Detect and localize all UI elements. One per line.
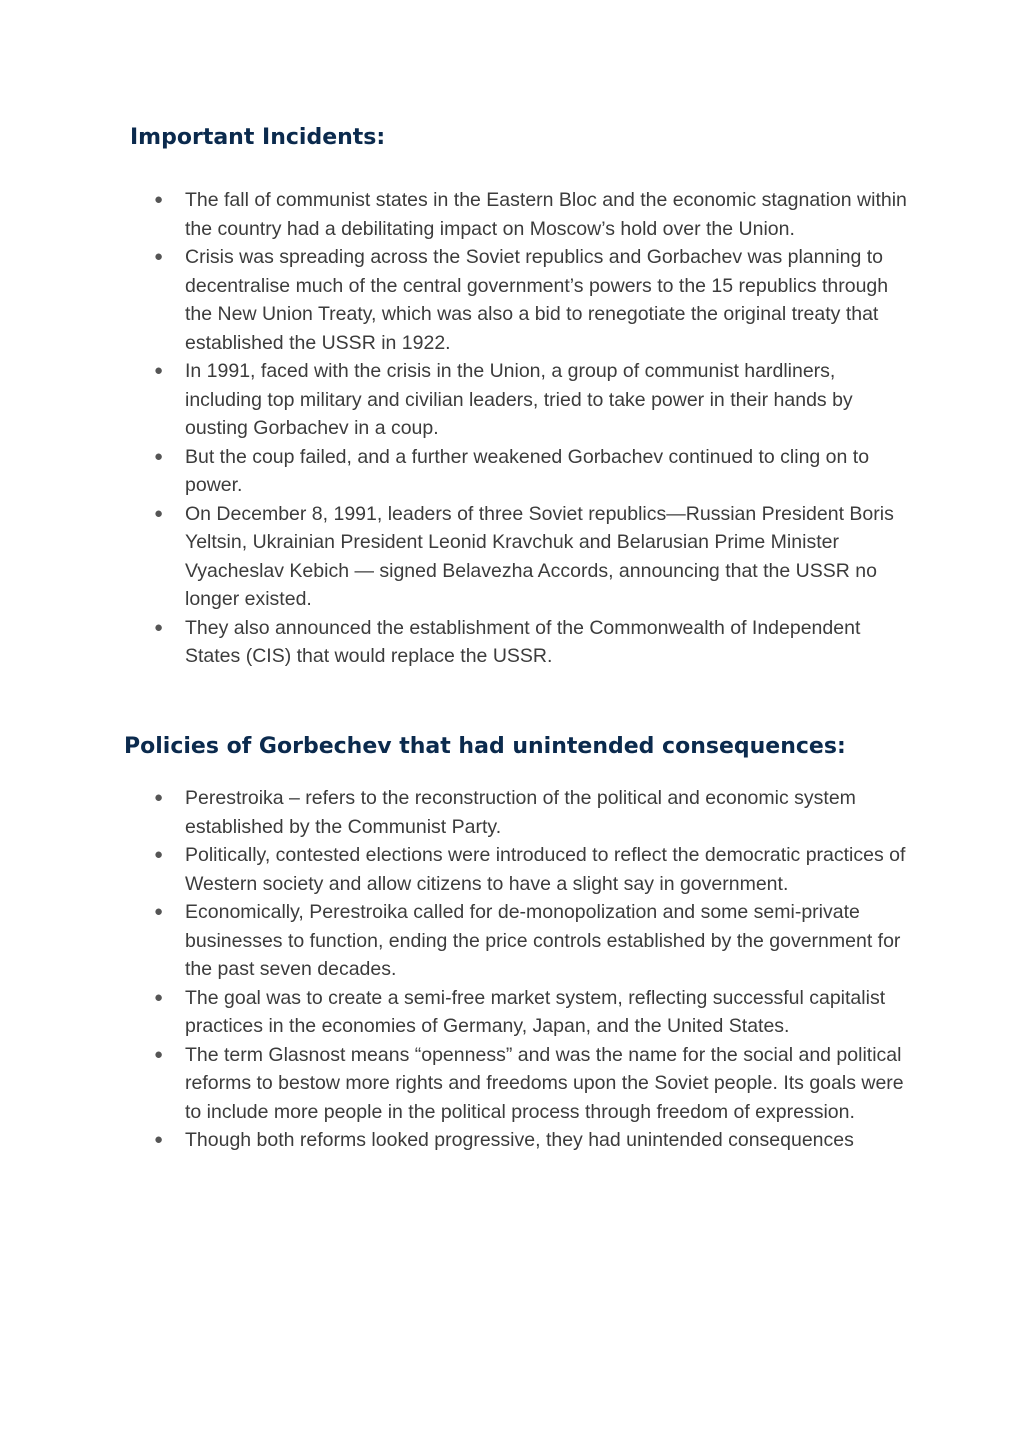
list-item bbox=[150, 243, 910, 357]
bullet-icon: ● bbox=[154, 789, 164, 806]
list-item-text: The goal was to create a semi-free market system, reflecting successful capitalist practices in the economies of Germany, Japan, and the United States. bbox=[185, 986, 886, 1037]
list-item-text: Perestroika – refers to the reconstruction of the political and economic system established by the Communist Party. bbox=[185, 787, 856, 838]
bullet-icon: ● bbox=[154, 1045, 164, 1063]
list-item bbox=[150, 500, 910, 614]
bullet-icon: ● bbox=[154, 362, 164, 379]
list-item-text: But the coup failed, and a further weakened Gorbachev continued to cling on to power. bbox=[185, 445, 870, 496]
list-item-text: Economically, Perestroika called for de-monopolization and some semi-private businesses to function, ending the price controls established by the government for the past seven decades. bbox=[185, 901, 901, 980]
list-item-text: They also announced the establishment of the Commonwealth of Independent States (CIS) that would replace the USSR. bbox=[185, 616, 861, 667]
list-item bbox=[150, 186, 910, 243]
list-item bbox=[150, 443, 910, 500]
bullet-icon: ● bbox=[154, 846, 164, 863]
bullet-icon: ● bbox=[154, 903, 164, 920]
bullet-icon: ● bbox=[154, 1131, 164, 1148]
section-heading-policies: Policies of Gorbechev that had unintended consequences: bbox=[124, 734, 846, 759]
list-item-text: The term Glasnost means “openness” and was the name for the social and political reforms to bestow more rights and freedoms upon the Soviet people. Its goals were to include more people in the political process through freedom of expression. bbox=[185, 1043, 904, 1123]
list-item bbox=[150, 1126, 910, 1155]
incidents-bullet-list bbox=[150, 186, 910, 671]
list-item bbox=[150, 784, 910, 841]
bullet-icon: ● bbox=[154, 988, 164, 1006]
list-item bbox=[150, 898, 910, 984]
list-item bbox=[150, 984, 910, 1041]
list-item-text: The fall of communist states in the Eastern Bloc and the economic stagnation within the country had a debilitating impact on Moscow’s hold over the Union. bbox=[185, 189, 907, 240]
list-item-text: Crisis was spreading across the Soviet republics and Gorbachev was planning to decentralise much of the central government’s powers to the 15 republics through the New Union Treaty, which was also a bid to renegotiate the original treaty that established the USSR in 1922. bbox=[185, 246, 889, 354]
bullet-icon: ● bbox=[154, 618, 164, 636]
bullet-icon: ● bbox=[154, 504, 164, 522]
bullet-icon: ● bbox=[154, 248, 164, 265]
list-item bbox=[150, 1041, 910, 1127]
bullet-icon: ● bbox=[154, 447, 164, 465]
list-item bbox=[150, 614, 910, 671]
list-item-text: On December 8, 1991, leaders of three Soviet republics—Russian President Boris Yeltsin, Ukrainian President Leonid Kravchuk and Belarusian Prime Minister Vyacheslav Kebich — signed Belavezha Accords, announcing that the USSR no longer existed. bbox=[185, 502, 894, 610]
list-item-text: Politically, contested elections were introduced to reflect the democratic practices of Western society and allow citizens to have a slight say in government. bbox=[185, 844, 906, 895]
list-item-text: Though both reforms looked progressive, they had unintended consequences bbox=[185, 1129, 854, 1151]
list-item-text: In 1991, faced with the crisis in the Union, a group of communist hardliners, including top military and civilian leaders, tried to take power in their hands by ousting Gorbachev in a coup. bbox=[185, 360, 853, 439]
policies-bullet-list bbox=[150, 784, 910, 1155]
list-item bbox=[150, 841, 910, 898]
bullet-icon: ● bbox=[154, 191, 164, 208]
list-item bbox=[150, 357, 910, 443]
section-heading-important-incidents: Important Incidents: bbox=[130, 125, 386, 150]
